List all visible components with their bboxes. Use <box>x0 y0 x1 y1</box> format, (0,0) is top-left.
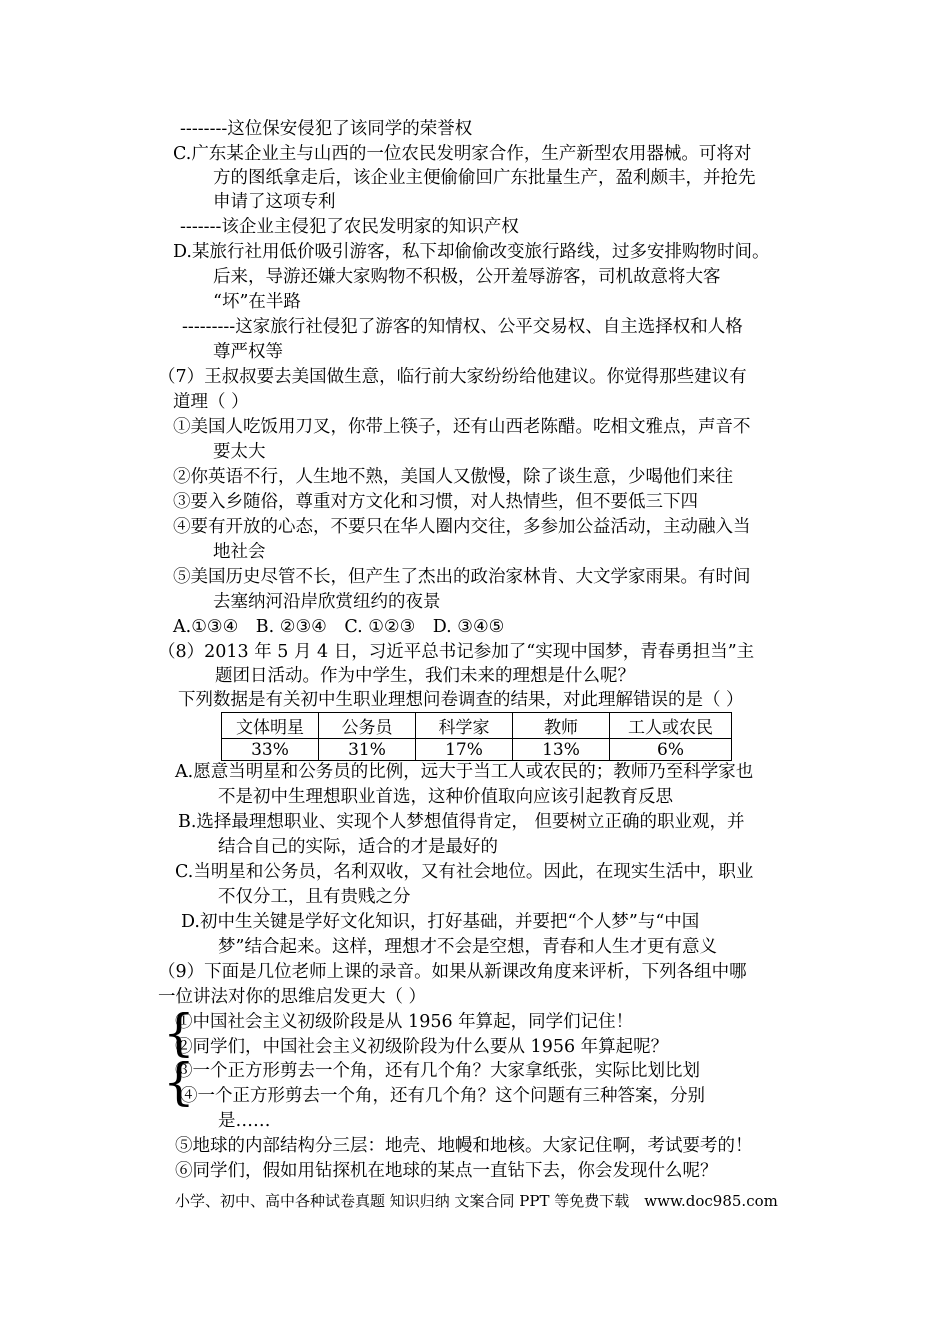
option-b: B.选择最理想职业、实现个人梦想值得肯定， 但要树立正确的职业观，并 <box>178 812 745 832</box>
table-header-cell: 公务员 <box>319 713 416 739</box>
table-header-cell: 工人或农民 <box>610 713 732 739</box>
text-line: --------这位保安侵犯了该同学的荣誉权 <box>180 119 473 139</box>
text-line: 去塞纳河沿岸欣赏纽约的夜景 <box>213 592 441 612</box>
statement-2: ②同学们，中国社会主义初级阶段为什么要从 1956 年算起呢？ <box>175 1037 669 1057</box>
question-7: （7）王叔叔要去美国做生意，临行前大家纷纷给他建议。你觉得那些建议有 <box>158 367 747 387</box>
option-c: C.广东某企业主与山西的一位农民发明家合作，生产新型农用器械。可将对 <box>173 144 752 164</box>
survey-table <box>221 712 732 761</box>
table-cell: 33% <box>222 739 319 761</box>
text-line: 一位讲法对你的思维启发更大（ ） <box>158 987 427 1007</box>
text-line: “坏”在半路 <box>213 292 301 312</box>
question-9: （9）下面是几位老师上课的录音。如果从新课改角度来评析，下列各组中哪 <box>158 962 747 982</box>
table-row <box>222 739 732 761</box>
table-cell: 31% <box>319 739 416 761</box>
table-header-cell: 教师 <box>513 713 610 739</box>
text-line: 下列数据是有关初中生职业理想问卷调查的结果，对此理解错误的是（ ） <box>178 690 744 710</box>
option-d: D.某旅行社用低价吸引游客，私下却偷偷改变旅行路线，过多安排购物时间。 <box>173 242 770 262</box>
text-line: 申请了这项专利 <box>213 192 336 212</box>
table-header-cell: 文体明星 <box>222 713 319 739</box>
statement-6: ⑥同学们，假如用钻探机在地球的某点一直钻下去，你会发现什么呢？ <box>175 1161 718 1181</box>
left-brace-icon: { <box>163 1053 195 1111</box>
statement-3: ③一个正方形剪去一个角，还有几个角？大家拿纸张，实际比划比划 <box>175 1061 700 1081</box>
text-line: 道理（ ） <box>173 392 249 412</box>
statement-5: ⑤地球的内部结构分三层：地壳、地幔和地核。大家记住啊，考试要考的！ <box>175 1136 753 1156</box>
statement-1: ①美国人吃饭用刀叉，你带上筷子，还有山西老陈醋。吃相文雅点，声音不 <box>173 417 751 437</box>
text-line: -------该企业主侵犯了农民发明家的知识产权 <box>180 217 519 237</box>
statement-4: ④要有开放的心态，不要只在华人圈内交往，多参加公益活动，主动融入当 <box>173 517 751 537</box>
text-line: ---------这家旅行社侵犯了游客的知情权、公平交易权、自主选择权和人格 <box>182 317 743 337</box>
text-line: 后来，导游还嫌大家购物不积极，公开羞辱游客，司机故意将大客 <box>213 267 721 287</box>
table-cell: 6% <box>610 739 732 761</box>
text-line: 地社会 <box>213 542 266 562</box>
text-line: 尊严权等 <box>213 342 283 362</box>
text-line: 梦”结合起来。这样，理想才不会是空想，青春和人生才更有意义 <box>218 937 717 957</box>
text-line: 是…… <box>218 1111 271 1131</box>
statement-4: ④一个正方形剪去一个角，还有几个角？这个问题有三种答案，分别 <box>180 1086 705 1106</box>
text-line: 结合自己的实际，适合的才是最好的 <box>218 837 498 857</box>
option-d: D.初中生关键是学好文化知识，打好基础，并要把“个人梦”与“中国 <box>181 912 700 932</box>
text-line: 题团日活动。作为中学生，我们未来的理想是什么呢？ <box>215 666 635 686</box>
answer-choices: A.①③④ B. ②③④ C. ①②③ D. ③④⑤ <box>173 617 505 637</box>
table-cell: 13% <box>513 739 610 761</box>
question-8: （8）2013 年 5 月 4 日，习近平总书记参加了“实现中国梦，青春勇担当”主 <box>158 642 755 662</box>
text-line: 方的图纸拿走后，该企业主便偷偷回广东批量生产，盈利颇丰，并抢先 <box>213 168 756 188</box>
table-header-cell: 科学家 <box>416 713 513 739</box>
option-c: C.当明星和公务员，名利双收，又有社会地位。因此，在现实生活中，职业 <box>175 862 754 882</box>
text-line: 要太大 <box>213 442 266 462</box>
text-line: 不仅分工，且有贵贱之分 <box>218 887 411 907</box>
statement-1: ①中国社会主义初级阶段是从 1956 年算起，同学们记住！ <box>175 1012 634 1032</box>
table-cell: 17% <box>416 739 513 761</box>
statement-3: ③要入乡随俗，尊重对方文化和习惯，对人热情些，但不要低三下四 <box>173 492 698 512</box>
page-footer: 小学、初中、高中各种试卷真题 知识归纳 文案合同 PPT 等免费下载 www.doc985.com <box>175 1192 778 1210</box>
text-line: 不是初中生理想职业首选，这种价值取向应该引起教育反思 <box>218 787 673 807</box>
table-header-row <box>222 713 732 739</box>
option-a: A.愿意当明星和公务员的比例，远大于当工人或农民的；教师乃至科学家也 <box>175 762 754 782</box>
left-brace-icon: { <box>163 1004 195 1062</box>
statement-5: ⑤美国历史尽管不长，但产生了杰出的政治家林肯、大文学家雨果。有时间 <box>173 567 751 587</box>
statement-2: ②你英语不行，人生地不熟，美国人又傲慢，除了谈生意，少喝他们来往 <box>173 467 733 487</box>
